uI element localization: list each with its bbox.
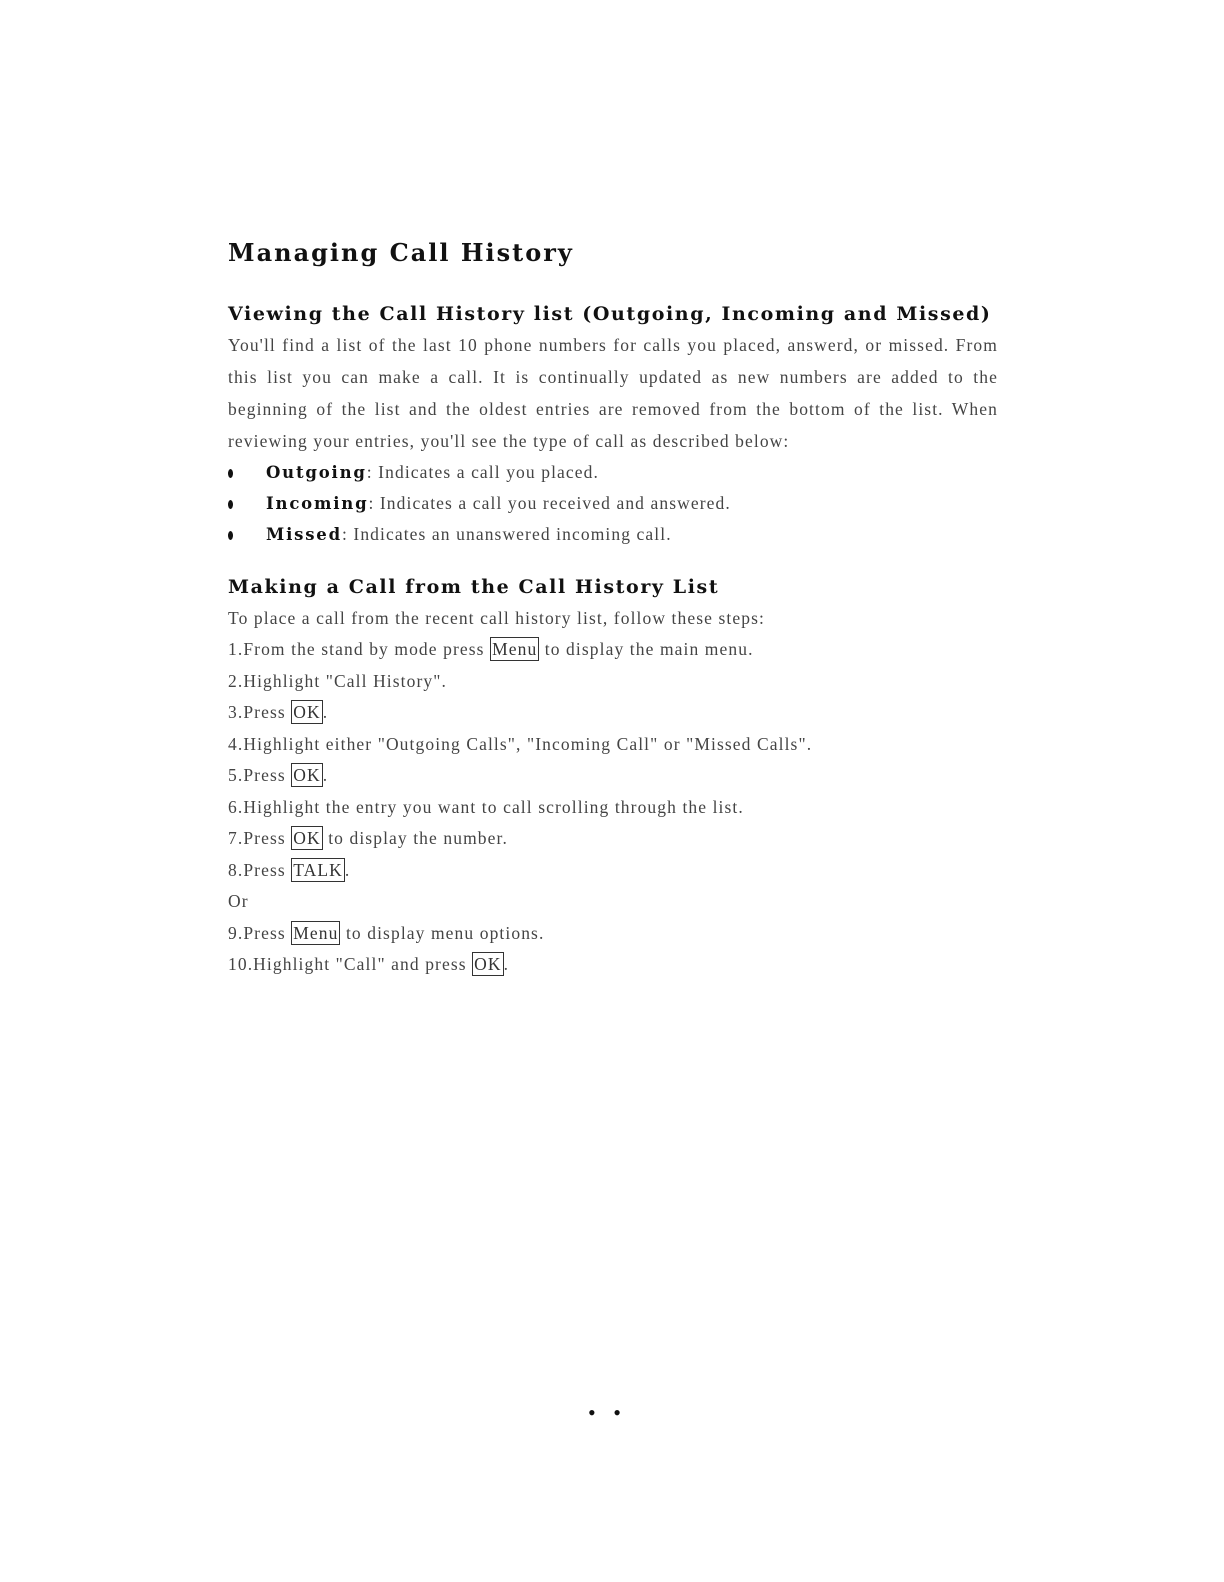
step-text: 9.Press: [228, 922, 292, 943]
step-item: [228, 634, 998, 666]
list-item: [228, 488, 998, 519]
term-incoming: Incoming: [266, 494, 369, 513]
bullet-icon: [228, 500, 233, 509]
step-item: [228, 823, 998, 855]
making-call-intro: To place a call from the recent call history list, follow these steps:: [228, 608, 765, 628]
step-item: [228, 729, 998, 761]
step-text: 10.Highlight "Call" and press: [228, 954, 473, 974]
page-title: Managing Call History: [228, 238, 574, 267]
term-description: : Indicates an unanswered incoming call.: [341, 524, 672, 544]
step-item: [228, 760, 998, 792]
talk-key-label: TALK: [293, 859, 343, 880]
step-text-tail: .: [344, 859, 351, 880]
term-description: : Indicates a call you received and answered.: [368, 493, 731, 513]
term-description: : Indicates a call you placed.: [366, 462, 599, 482]
menu-key-label: Menu: [492, 639, 538, 659]
bullet-icon: [228, 469, 233, 478]
step-text: 6.Highlight the entry you want to call scrolling through the list.: [228, 796, 744, 817]
document-body: [228, 238, 998, 981]
step-item: [228, 666, 998, 698]
step-item: [228, 855, 998, 887]
viewing-section-heading: Viewing the Call History list (Outgoing, Incoming and Missed): [228, 303, 992, 325]
step-item: [228, 949, 998, 981]
step-item: [228, 697, 998, 729]
viewing-description: You'll find a list of the last 10 phone numbers for calls you placed, answerd, or missed. From this list you can make a call. It is continually updated as new numbers are added to the beginning of the list and the oldest entries are removed from the bottom of the list. When reviewing your entries, you'll see the type of call as described below:: [228, 335, 998, 451]
step-text: 1.From the stand by mode press: [228, 639, 491, 659]
step-text: 2.Highlight "Call History".: [228, 670, 447, 691]
step-item: [228, 918, 998, 950]
ok-key-label: OK: [293, 828, 321, 848]
step-item: [228, 886, 998, 918]
menu-key-label: Menu: [293, 922, 339, 943]
ok-key-label: OK: [474, 954, 502, 974]
list-item: [228, 519, 998, 550]
ok-key-label: OK: [293, 702, 321, 722]
step-text: 3.Press: [228, 702, 292, 722]
term-outgoing: Outgoing: [266, 463, 367, 482]
list-item: [228, 457, 998, 488]
call-type-list: [228, 457, 998, 550]
making-call-section-heading: Making a Call from the Call History List: [228, 576, 720, 598]
page-marker: • •: [588, 1400, 627, 1425]
step-text: Or: [228, 891, 249, 911]
step-text: 5.Press: [228, 765, 292, 785]
step-text-tail: to display menu options.: [340, 922, 545, 943]
step-text: 8.Press: [228, 859, 292, 880]
ok-key-label: OK: [293, 765, 321, 785]
step-text: 7.Press: [228, 828, 292, 848]
step-text-tail: to display the number.: [322, 828, 508, 848]
step-text: 4.Highlight either "Outgoing Calls", "Incoming Call" or "Missed Calls".: [228, 733, 813, 754]
step-text-tail: .: [322, 702, 329, 722]
step-list: [228, 634, 998, 981]
step-text-tail: .: [503, 954, 510, 974]
step-text-tail: .: [322, 765, 329, 785]
step-text-tail: to display the main menu.: [539, 639, 754, 659]
bullet-icon: [228, 531, 233, 540]
term-missed: Missed: [266, 525, 342, 544]
step-item: [228, 792, 998, 824]
